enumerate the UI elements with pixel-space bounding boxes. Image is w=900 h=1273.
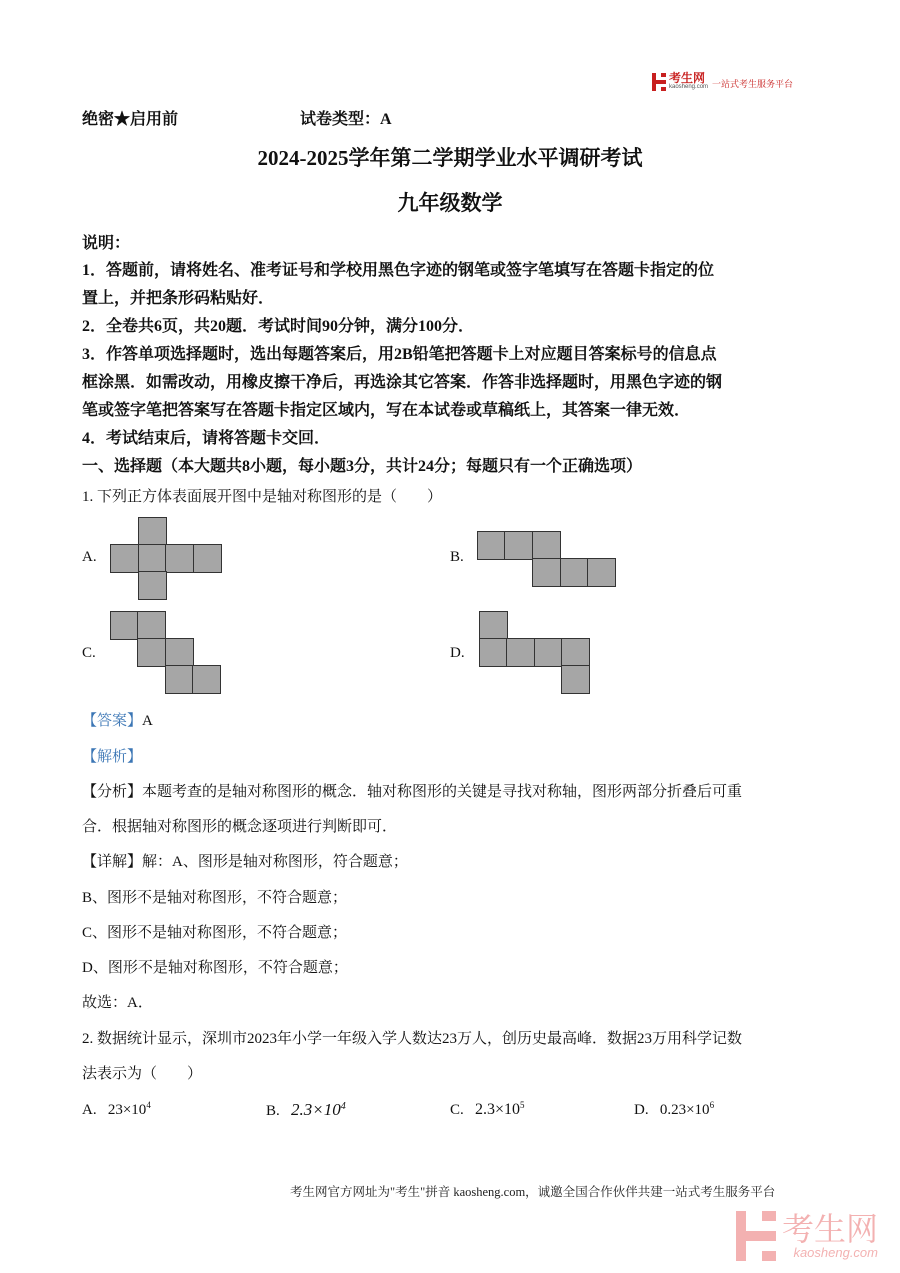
brand-name: 考生网: [669, 71, 706, 85]
answer-value: A: [142, 713, 153, 729]
q1-answer: [82, 709, 153, 730]
brand-logo: [652, 72, 793, 91]
q1-option-a-figure: [110, 517, 270, 617]
instructions-heading: 说明：: [82, 235, 131, 252]
brand-domain: kaosheng.com: [669, 84, 709, 90]
q1-option-a-label: A.: [82, 549, 97, 565]
watermark: [736, 1211, 878, 1261]
q2-option-b: [266, 1100, 346, 1120]
q2-option-d: [634, 1100, 714, 1119]
analysis-tag: 【解析】: [82, 749, 143, 765]
instruction-line: 3．作答单项选择题时，选出每题答案后，用2B铅笔把答题卡上对应题目答案标号的信息点: [82, 346, 717, 363]
analysis-line: C、图形不是轴对称图形，不符合题意；: [82, 925, 348, 941]
section-heading: 一、选择题（本大题共8小题，每小题3分，共计24分；每题只有一个正确选项）: [82, 458, 643, 475]
question-1-stem: 1. 下列正方体表面展开图中是轴对称图形的是（ ）: [82, 489, 443, 505]
analysis-line: 【分析】本题考查的是轴对称图形的概念．轴对称图形的关键是寻找对称轴，图形两部分折叠后可重: [82, 784, 743, 800]
question-2-stem: 法表示为（ ）: [82, 1066, 203, 1082]
brand-slogan: 一站式考生服务平台: [712, 80, 794, 90]
q1-option-d-label: D.: [450, 645, 465, 661]
q2-option-d-base: 0.23×10: [659, 1102, 710, 1118]
question-2-stem: 2. 数据统计显示，深圳市2023年小学一年级入学人数达23万人，创历史最高峰．数据23万用科学记数: [82, 1031, 743, 1047]
q2-option-c: [450, 1100, 525, 1119]
instruction-line: 置上，并把条形码粘贴好．: [82, 290, 275, 307]
analysis-line: 合．根据轴对称图形的概念逐项进行判断即可．: [82, 819, 398, 835]
instruction-line: 笔或签字笔把答案写在答题卡指定区域内，写在本试卷或草稿纸上，其答案一律无效．: [82, 402, 691, 419]
q2-option-b-label: B.: [266, 1103, 280, 1119]
analysis-line: D、图形不是轴对称图形，不符合题意；: [82, 960, 348, 976]
answer-tag: 【答案】: [82, 713, 143, 729]
brand-logo-icon: [652, 73, 666, 91]
instruction-line: 1．答题前，请将姓名、准考证号和学校用黑色字迹的钢笔或签字笔填写在答题卡指定的位: [82, 262, 715, 279]
q2-option-c-label: C.: [450, 1102, 464, 1118]
q2-option-b-base: 2.3×10: [291, 1100, 341, 1119]
q2-option-c-base: 2.3×10: [475, 1101, 521, 1118]
q2-option-d-exp: 6: [709, 1100, 715, 1110]
q1-option-c-figure: [110, 611, 270, 711]
q1-option-d-figure: [479, 611, 639, 711]
watermark-logo-icon: [736, 1211, 776, 1261]
analysis-line: 故选：A．: [82, 995, 153, 1011]
q2-option-a-base: 23×10: [107, 1102, 147, 1118]
q2-option-a-label: A.: [82, 1102, 97, 1118]
watermark-domain: kaosheng.com: [793, 1244, 878, 1260]
exam-title: 2024-2025学年第二学期学业水平调研考试: [257, 146, 643, 170]
q2-option-a-exp: 4: [146, 1100, 151, 1110]
exam-subtitle: 九年级数学: [397, 191, 503, 215]
analysis-line: B、图形不是轴对称图形，不符合题意；: [82, 890, 348, 906]
confidential-label: 绝密★启用前: [82, 111, 179, 128]
footer-text: 考生网官方网址为"考生"拼音 kaosheng.com，诚邀全国合作伙伴共建一站式考生服务平台: [290, 1185, 776, 1199]
instruction-line: 4．考试结束后，请将答题卡交回．: [82, 430, 331, 447]
q2-option-c-exp: 5: [520, 1100, 525, 1110]
watermark-text: 考生网: [781, 1209, 878, 1248]
q2-option-d-label: D.: [634, 1102, 649, 1118]
instruction-line: 框涂黑．如需改动，用橡皮擦干净后，再选涂其它答案．作答非选择题时，用黑色字迹的钢: [82, 374, 723, 391]
paper-type-label: 试卷类型：A: [300, 111, 392, 128]
q1-option-b-label: B.: [450, 549, 464, 565]
q2-option-b-exp: 4: [340, 1101, 346, 1112]
q2-option-a: [82, 1100, 151, 1119]
analysis-line: 【详解】解：A、图形是轴对称图形，符合题意；: [82, 854, 408, 870]
instruction-line: 2．全卷共6页，共20题．考试时间90分钟，满分100分．: [82, 318, 475, 335]
q1-option-c-label: C.: [82, 645, 96, 661]
